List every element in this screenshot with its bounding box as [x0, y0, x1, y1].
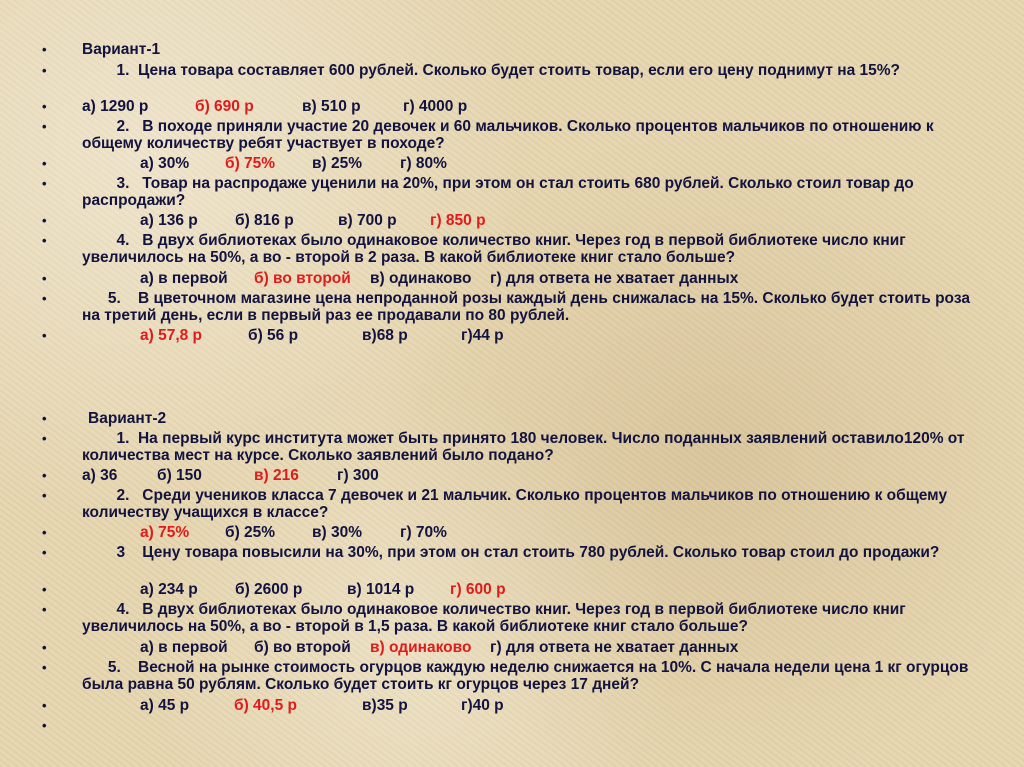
answer-d: г) для ответа не хватает данных: [490, 270, 739, 287]
question-text: 1. Цена товара составляет 600 рублей. Сколько будет стоить товар, если его цену поднимут на 15%?: [82, 62, 900, 79]
answer-a: а) в первой: [140, 270, 228, 287]
bullet: •: [42, 582, 47, 597]
answer-c-correct: в) 216: [254, 467, 299, 484]
question-text: 4. В двух библиотеках было одинаковое количество книг. Через год в первой библиотеке число книг увеличилось на 50%, а во - второй в 2 раза. В какой библиотеке книг стало больше?: [82, 232, 911, 266]
question-text: 1. На первый курс института может быть принято 180 человек. Число поданных заявлений оставило120% от количества мест на курсе. Сколько заявлений было подано?: [82, 430, 969, 464]
answer-d: г) для ответа не хватает данных: [490, 639, 739, 656]
answer-a-correct: а) 75%: [140, 524, 190, 541]
bullet: •: [42, 468, 47, 483]
answer-c: в) 30%: [312, 524, 363, 541]
bullet: •: [42, 328, 47, 343]
answer-b: б) 2600 р: [235, 581, 303, 598]
answer-a: а) 30%: [140, 155, 190, 172]
answer-d: г) 300: [337, 467, 379, 484]
bullet: •: [42, 63, 47, 78]
answer-c-correct: в) одинаково: [370, 639, 472, 656]
bullet: •: [42, 525, 47, 540]
answer-c: в) 1014 р: [347, 581, 415, 598]
question-text: 2. В походе приняли участие 20 девочек и 60 мальчиков. Сколько процентов мальчиков по отношению к общему количеству ребят участвует в походе?: [82, 118, 938, 152]
answer-d: г) 4000 р: [403, 98, 468, 115]
bullet: •: [42, 271, 47, 286]
answer-a: а) 36: [82, 467, 118, 484]
bullet: •: [42, 488, 47, 503]
answer-d: г)40 р: [461, 697, 504, 714]
answer-c: в)35 р: [362, 697, 408, 714]
answer-b: б) во второй: [254, 639, 351, 656]
answer-a: а) 1290 р: [82, 98, 149, 115]
answer-b-correct: б) 40,5 р: [234, 697, 297, 714]
question-text: 4. В двух библиотеках было одинаковое количество книг. Через год в первой библиотеке число книг увеличилось на 50%, а во - второй в 1,5 раза. В какой библиотеке книг стало больше?: [82, 601, 911, 635]
answer-c: в) 510 р: [302, 98, 361, 115]
bullet: •: [42, 698, 47, 713]
answer-c: в) 700 р: [338, 212, 397, 229]
bullet: •: [42, 411, 47, 426]
bullet: •: [42, 119, 47, 134]
answer-a: а) 136 р: [140, 212, 198, 229]
bullet: •: [42, 99, 47, 114]
answer-b: б) 56 р: [248, 327, 299, 344]
bullet: •: [42, 660, 47, 675]
answer-d: г) 80%: [400, 155, 447, 172]
bullet: •: [42, 291, 47, 306]
question-text: 5. В цветочном магазине цена непроданной розы каждый день снижалась на 15%. Сколько будет стоить роза на третий день, если в первый раз ее продавали по 80 рублей.: [82, 290, 975, 324]
question-text: 5. Весной на рынке стоимость огурцов каждую неделю снижается на 10%. С начала недели цена 1 кг огурцов была равна 50 рублям. Сколько будет стоить кг огурцов через 17 дней?: [82, 659, 973, 693]
answer-c: в) 25%: [312, 155, 363, 172]
bullet: •: [42, 156, 47, 171]
bullet: •: [42, 640, 47, 655]
answer-c: в) одинаково: [370, 270, 472, 287]
bullet: •: [42, 545, 47, 560]
bullet: •: [42, 213, 47, 228]
variant2-title: Вариант-2: [88, 410, 167, 427]
bullet: •: [42, 176, 47, 191]
answer-d: г)44 р: [461, 327, 504, 344]
answer-b: б) 150: [157, 467, 202, 484]
answer-a: а) 234 р: [140, 581, 198, 598]
answer-c: в)68 р: [362, 327, 408, 344]
bullet: •: [42, 718, 47, 733]
question-text: 2. Среди учеников класса 7 девочек и 21 мальчик. Сколько процентов мальчиков по отношению к общему количеству учащихся в классе?: [82, 487, 952, 521]
answer-b-correct: б) во второй: [254, 270, 351, 287]
bullet: •: [42, 602, 47, 617]
bullet: •: [42, 42, 47, 57]
answer-b-correct: б) 690 р: [195, 98, 254, 115]
answer-d-correct: г) 600 р: [450, 581, 506, 598]
answer-b: б) 25%: [225, 524, 276, 541]
answer-a: а) 45 р: [140, 697, 190, 714]
answer-a-correct: а) 57,8 р: [140, 327, 203, 344]
answer-b-correct: б) 75%: [225, 155, 276, 172]
variant1-title: Вариант-1: [82, 41, 161, 58]
bullet: •: [42, 233, 47, 248]
question-text: 3 Цену товара повысили на 30%, при этом он стал стоить 780 рублей. Сколько товар стоил до продажи?: [82, 544, 940, 561]
answer-b: б) 816 р: [235, 212, 294, 229]
bullet: •: [42, 431, 47, 446]
answer-a: а) в первой: [140, 639, 228, 656]
answer-d-correct: г) 850 р: [430, 212, 486, 229]
question-text: 3. Товар на распродаже уценили на 20%, при этом он стал стоить 680 рублей. Сколько стоил товар до распродажи?: [82, 175, 919, 209]
answer-d: г) 70%: [400, 524, 447, 541]
